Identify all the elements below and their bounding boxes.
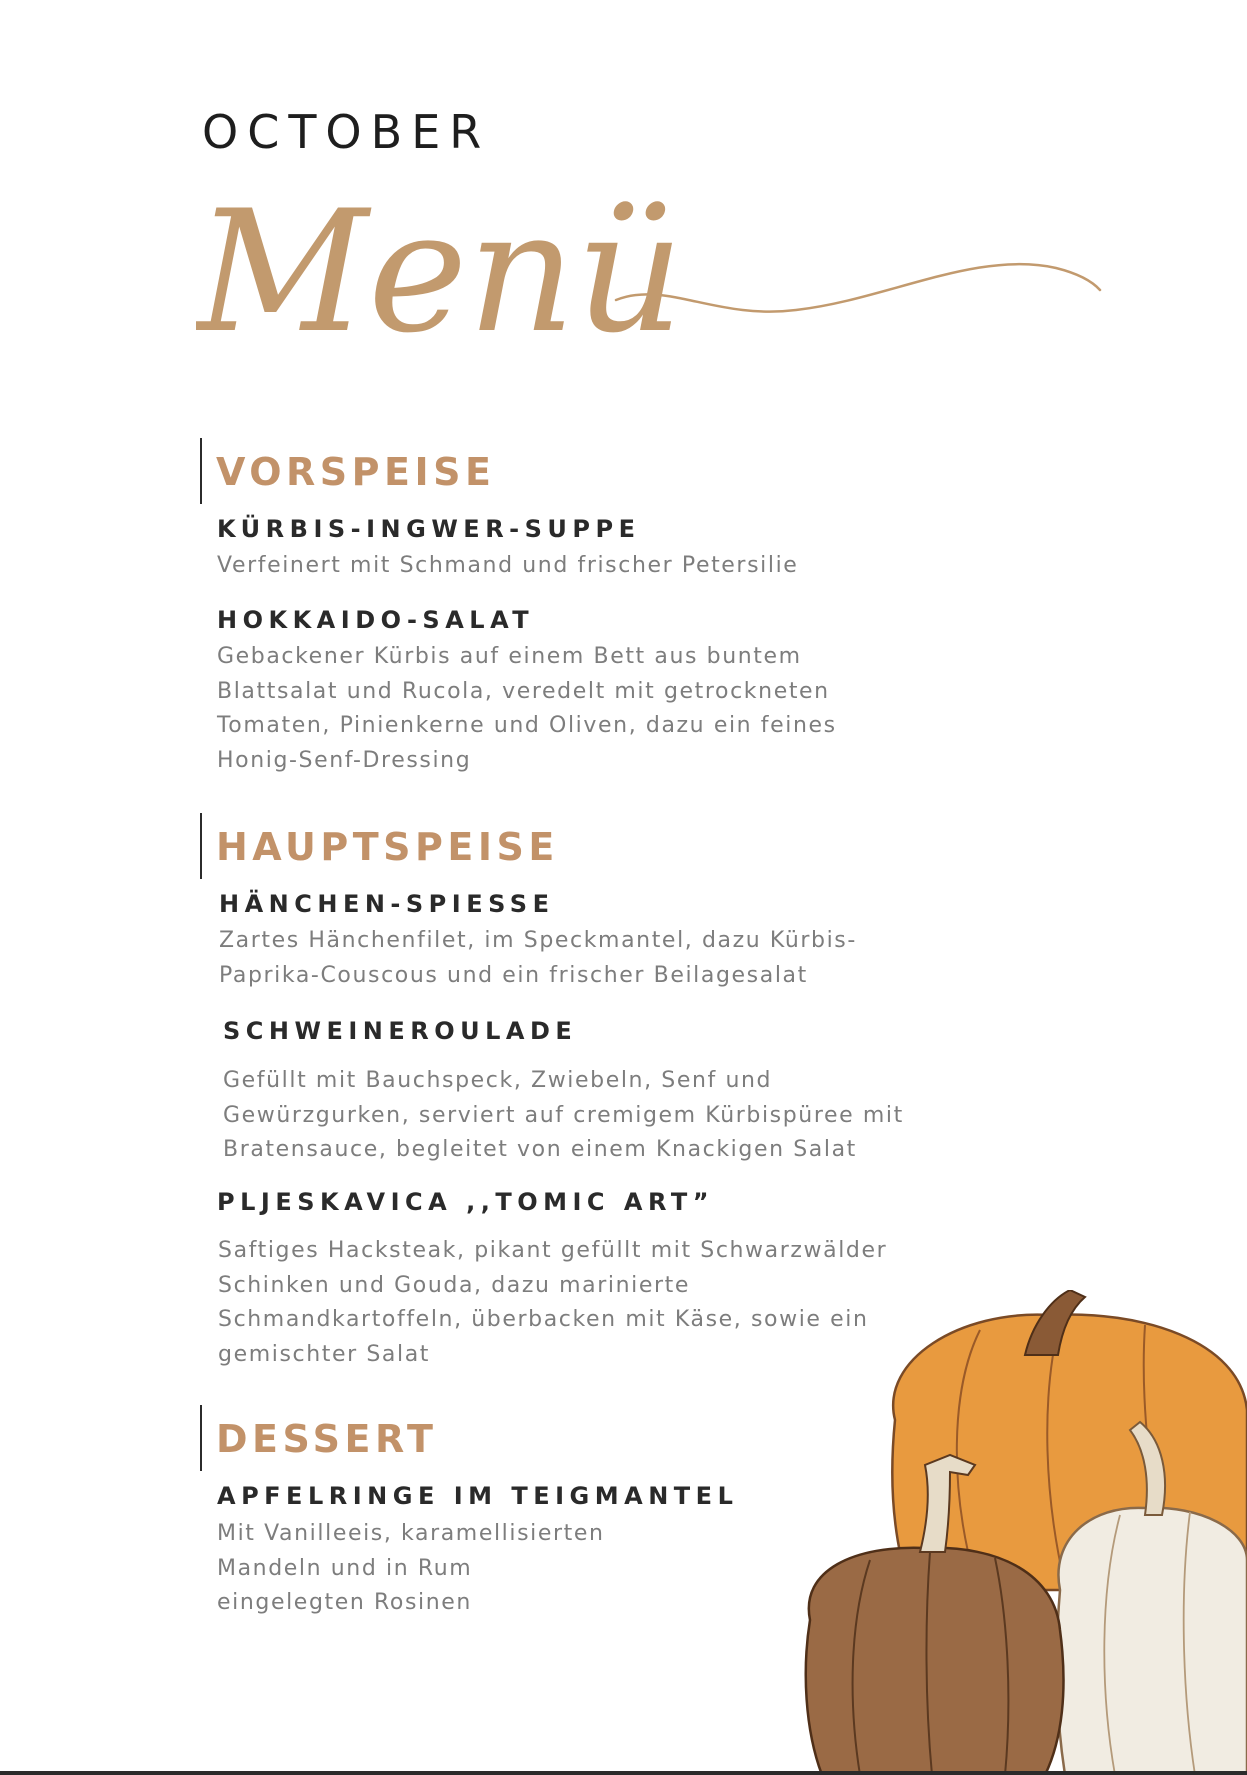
dish-description-line: Schinken und Gouda, dazu marinierte (218, 1272, 691, 1298)
section-divider-bar (200, 813, 202, 879)
section-title: VORSPEISE (216, 450, 496, 494)
dish-name: HOKKAIDO-SALAT (217, 606, 535, 634)
section-divider-bar (200, 438, 202, 504)
dish-name: HÄNCHEN-SPIESSE (219, 890, 555, 918)
bottom-edge-rule (0, 1771, 1247, 1775)
dish-description-line: Paprika-Couscous und ein frischer Beilagesalat (219, 962, 808, 988)
dish-name: SCHWEINEROULADE (223, 1017, 578, 1045)
dish-description (217, 549, 798, 584)
dish-description-line: Mit Vanilleeis, karamellisierten (217, 1521, 605, 1546)
section-title: DESSERT (216, 1417, 438, 1461)
script-flourish (616, 264, 1100, 312)
section-divider-bar (200, 1405, 202, 1471)
section-vorspeise (200, 438, 960, 778)
dish-name: PLJESKAVICA ,,TOMIC ART” (217, 1188, 714, 1216)
dish-description-line: Tomaten, Pinienkerne und Oliven, dazu ein feines (217, 713, 837, 738)
dish-description-line: Gebackener Kürbis auf einem Bett aus buntem (217, 644, 802, 669)
section-title: HAUPTSPEISE (216, 825, 559, 869)
dish-description-line: Bratensauce, begleitet von einem Knackigen Salat (223, 1137, 857, 1162)
dish-description-line: Honig-Senf-Dressing (217, 747, 472, 773)
dish-description-line: Schmandkartoffeln, überbacken mit Käse, sowie ein (218, 1307, 869, 1332)
dish-description-line: gemischter Salat (218, 1341, 431, 1367)
dish-description-line: Mandeln und in Rum (217, 1555, 473, 1581)
month-heading: OCTOBER (202, 105, 491, 159)
pumpkin-illustration (800, 1290, 1247, 1775)
dish-description (217, 1517, 605, 1621)
dish-description (223, 1064, 904, 1168)
dish-description (218, 1234, 887, 1372)
dish-description-line: Gewürzgurken, serviert auf cremigem Kürbispüree mit (223, 1102, 904, 1128)
dish-description (217, 640, 837, 778)
dish-name: KÜRBIS-INGWER-SUPPE (217, 515, 641, 543)
dish-description-line: Blattsalat und Rucola, veredelt mit getrockneten (217, 678, 830, 704)
dish-description-line: Zartes Hänchenfilet, im Speckmantel, dazu Kürbis- (219, 928, 857, 953)
dish-description (219, 924, 857, 993)
menu-script-title (196, 160, 1126, 400)
dish-description-line: Gefüllt mit Bauchspeck, Zwiebeln, Senf und (223, 1068, 773, 1093)
dish-description-line: eingelegten Rosinen (217, 1590, 472, 1615)
dish-description-line: Verfeinert mit Schmand und frischer Petersilie (217, 553, 799, 578)
menu-script-word: Menü (196, 174, 684, 370)
dish-description-line: Saftiges Hacksteak, pikant gefüllt mit Schwarzwälder (218, 1238, 888, 1263)
dish-name: APFELRINGE IM TEIGMANTEL (217, 1482, 739, 1510)
